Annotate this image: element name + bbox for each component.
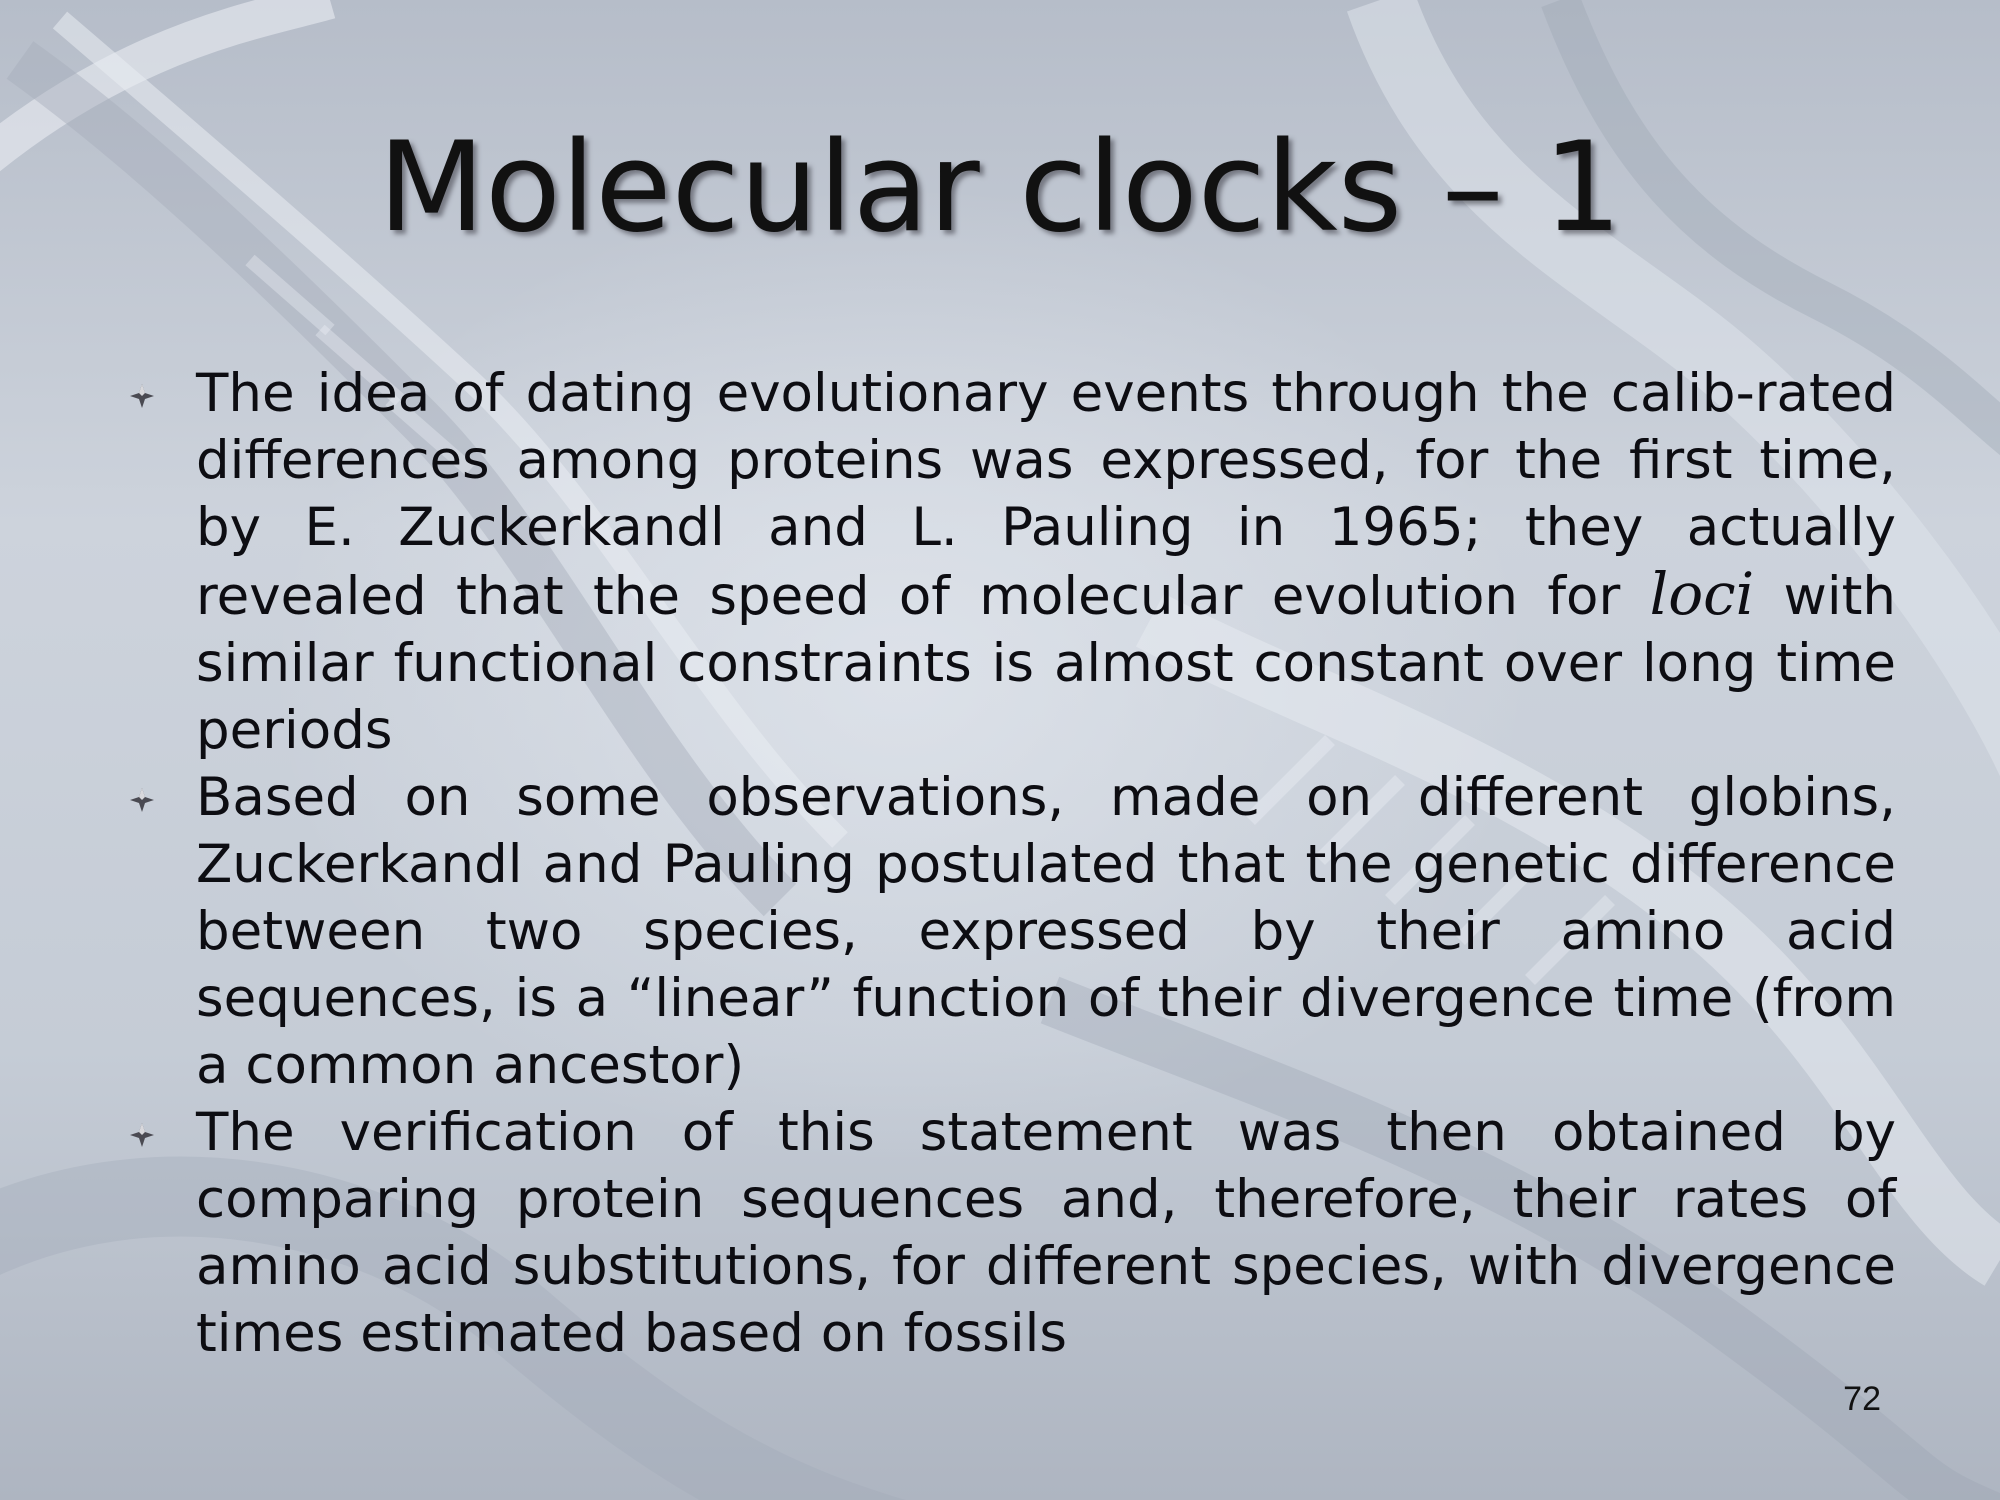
bullet-item-3 xyxy=(196,1099,1896,1367)
slide-title: Molecular clocks – 1 xyxy=(378,116,1622,260)
four-point-star-icon xyxy=(130,384,154,408)
page-number: 72 xyxy=(1843,1380,1881,1418)
bullet-3-text: The verification of this statement was then obtained by comparing protein sequences and, therefore, their rates of amino acid substitutions, for different species, with divergence times estimated based on fossils xyxy=(196,1102,1896,1364)
bullet-1-text-start: The idea of dating evolutionary events through the calib-rated differences among proteins was expressed, for the first time, by E. Zuckerkandl and L. Pauling in 1965; they actually revealed that the speed of molecular evolution for xyxy=(196,363,1896,627)
four-point-star-icon xyxy=(130,788,154,812)
bullet-2-text: Based on some observations, made on different globins, Zuckerkandl and Pauling postulated that the genetic difference between two species, expressed by their amino acid sequences, is a “linear” function of their divergence time (from a common ancestor) xyxy=(196,767,1896,1096)
bullet-1-italic-term: loci xyxy=(1649,560,1755,628)
bullet-item-1 xyxy=(196,360,1896,764)
four-point-star-icon xyxy=(130,1123,154,1147)
bullet-list xyxy=(196,360,1896,1367)
bullet-1-text-end: with similar functional constraints is almost constant over long time periods xyxy=(196,566,1896,761)
bullet-item-2 xyxy=(196,764,1896,1099)
